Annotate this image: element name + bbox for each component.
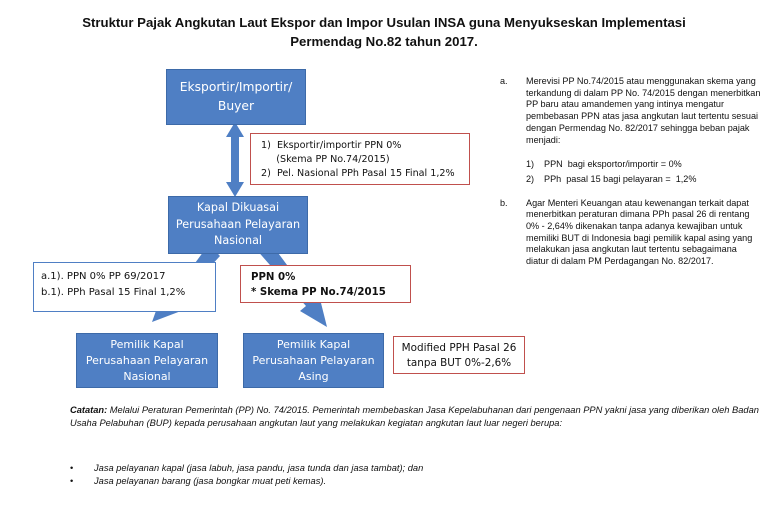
foreign-tax-note (393, 336, 525, 374)
foreign-owner-line-3: Asing (298, 369, 329, 383)
foreign-owner-box (243, 333, 384, 388)
vat-scheme-note-line-2: * Skema PP No.74/2015 (251, 287, 386, 298)
footnote-bullets (70, 462, 760, 487)
sub-2-text: PPh pasal 15 bagi pelayaran = 1,2% (544, 173, 697, 184)
vessel-line-2: Perusahaan Pelayaran (175, 217, 301, 231)
national-tax-note-line-2: b.1). PPh Pasal 15 Final 1,2% (41, 287, 186, 298)
exporter-tax-note-line-1: 1) Eksportir/importir PPN 0% (261, 140, 402, 151)
national-owner-line-1: Pemilik Kapal (110, 337, 184, 351)
exporter-tax-note-line-2: (Skema PP No.74/2015) (261, 154, 390, 165)
recommendation-b-text: Agar Menteri Keuangan atau kewenangan terkait dapat menerbitkan peraturan dimana PPh pasal 26 di rentang 0% - 2,64% dikenakan tanpa adanya kewajiban untuk memiliki BUT di Indonesia bagi pemilik kapal asing yang melakukan jasa angkutan laut tertentu sebagaimana diatur di dalam PM Perdagangan No. 82/2017. (526, 197, 753, 267)
footnote-text: Melalui Peraturan Pemerintah (PP) No. 74/2015. Pemerintah membebaskan Jasa Kepelabuhanan dari pengenaan PPN yakni jasa yang diberikan oleh Badan Usaha Pelabuhan (BUP) kepada perusahaan angkutan laut yang melakukan kegiatan angkutan laut luar negeri berupa: (70, 405, 759, 428)
exporter-tax-note-line-3: 2) Pel. Nasional PPh Pasal 15 Final 1,2% (261, 168, 455, 179)
sub-1-marker: 1) (526, 159, 535, 170)
bullet-2-text: Jasa pelayanan barang (jasa bongkar muat peti kemas). (94, 475, 327, 486)
foreign-tax-note-line-1: Modified PPH Pasal 26 (401, 342, 517, 354)
title-line-2: Permendag No.82 tahun 2017. (290, 34, 478, 49)
national-tax-note (33, 262, 216, 312)
exporter-line-1: Eksportir/Importir/ (179, 80, 293, 94)
foreign-owner-line-1: Pemilik Kapal (276, 337, 351, 351)
title-line-1: Struktur Pajak Angkutan Laut Ekspor dan Impor Usulan INSA guna Menyukseskan Implementasi (82, 15, 686, 30)
national-owner-box (76, 333, 218, 388)
recommendation-list (500, 76, 762, 268)
bullet-2-symbol: • (70, 475, 74, 486)
footnote-bullet-1 (70, 462, 760, 475)
national-owner-line-3: Nasional (123, 369, 171, 383)
bullet-1-text: Jasa pelayanan kapal (jasa labuh, jasa pandu, jasa tunda dan jasa tambat); dan (94, 463, 424, 473)
exporter-box (166, 69, 306, 125)
sub-1-text: PPN bagi eksportor/importir = 0% (544, 159, 682, 170)
foreign-owner-line-2: Perusahaan Pelayaran (252, 353, 375, 367)
footnote (70, 404, 760, 429)
recommendation-a-sub-2 (526, 174, 762, 186)
double-arrow (226, 122, 244, 197)
recommendation-a-text: Merevisi PP No.74/2015 atau menggunakan skema yang terkandung di dalam PP No. 74/2015 dengan menerbitkan PP baru atau amandemen yang intinya mengatur pembebasan PPN atas jasa angkutan laut tertentu sesuai dengan Permendag No. 82/2017 sehingga beban pajak menjadi: (526, 76, 761, 145)
vat-scheme-note (240, 265, 411, 303)
recommendation-a-marker: a. (500, 76, 508, 86)
foreign-tax-note-line-2: tanpa BUT 0%-2,6% (406, 357, 512, 369)
recommendation-a (500, 76, 762, 186)
vessel-line-3: Nasional (213, 234, 263, 248)
sub-2-marker: 2) (526, 173, 535, 184)
exporter-tax-note (250, 133, 470, 185)
footnote-label: Catatan: (70, 405, 108, 415)
national-tax-note-line-1: a.1). PPN 0% PP 69/2017 (41, 271, 166, 282)
bullet-1-symbol: • (70, 463, 74, 473)
recommendation-b-marker: b. (500, 197, 508, 208)
recommendation-b (500, 198, 762, 268)
national-owner-line-2: Perusahaan Pelayaran (85, 353, 209, 367)
recommendation-a-sub-1 (526, 159, 762, 171)
footnote-bullet-2 (70, 475, 760, 488)
vat-scheme-note-line-1: PPN 0% (251, 272, 296, 283)
vessel-box (168, 196, 308, 254)
exporter-line-2: Buyer (217, 99, 255, 113)
vessel-line-1: Kapal Dikuasai (196, 201, 280, 215)
